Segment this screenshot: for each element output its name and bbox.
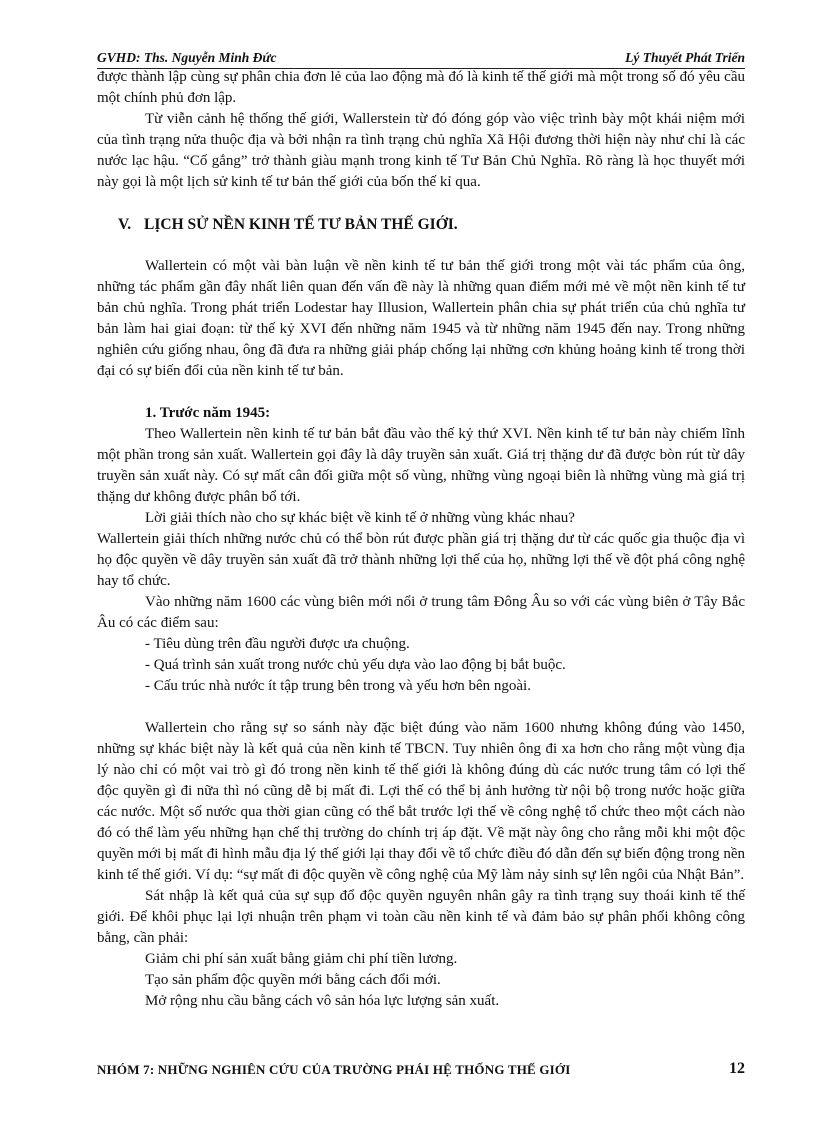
subsection-heading: 1. Trước năm 1945: — [145, 405, 271, 421]
section-heading — [97, 214, 745, 235]
paragraph: Từ viễn cảnh hệ thống thế giới, Wallerstein từ đó đóng góp vào việc trình bày một khái niệm mới của tình trạng nửa thuộc địa và bởi nhận ra tình trạng chủ nghĩa Xã Hội đương thời hiện này như chỉ là các nước lạc hậu. “Cố gắng” trở thành giàu mạnh trong kinh tế Tư Bản Chủ Nghĩa. Rõ ràng là học thuyết mới này gọi là một lịch sử kinh tế tư bản thế giới của bốn thế kỉ qua. — [97, 111, 745, 190]
paragraph: Wallertein cho rằng sự so sánh này đặc biệt đúng vào năm 1600 nhưng không đúng vào 1450, những sự khác biệt này là kết quả của nền kinh tế TBCN. Tuy nhiên ông đi xa hơn cho rằng một vùng địa lý nào chỉ có một vai trò gì đó trong nền kinh tế thế giới là không đúng dù các nước trung tâm có lợi thế độc quyền gì đi nữa thì nó cũng dễ bị mất đi. Lợi thế có thể bị ảnh hưởng từ nội bộ trong nước hoặc giữa các nước. Một số nước qua thời gian cũng có thể bắt trước lợi thế về công nghệ tổ chức theo một cách nào đó có thể làm yếu những hạn chế thị trường do chính trị áp đặt. Về mặt này ông cho rằng mỗi khi một độc quyền mới bị mất đi hình mẫu địa lý thế giới lại thay đổi về tổ chức điều đó dẫn đến sự biến động trong nền kinh tế thế giới. Ví dụ: “sự mất đi độc quyền về công nghệ của Mỹ làm nảy sinh sự lên ngôi của Nhật Bản”. — [97, 720, 745, 883]
page-number: 12 — [729, 1060, 745, 1077]
paragraph: Wallertein giải thích những nước chủ có thể bòn rút được phần giá trị thặng dư từ các quốc gia thuộc địa vì họ độc quyền về dây truyền sản xuất đã trở thành những lợi thế của họ, những lợi thế về đột phá công nghệ hay tổ chức. — [97, 531, 745, 589]
document-body — [97, 67, 745, 1012]
list-item: Mở rộng nhu cầu bằng cách vô sản hóa lực lượng sản xuất. — [145, 993, 500, 1009]
paragraph: Vào những năm 1600 các vùng biên mới nổi ở trung tâm Đông Âu so với các vùng biên ở Tây Bắc Âu có các điểm sau: — [97, 594, 745, 631]
footer-group-title: NHÓM 7: NHỮNG NGHIÊN CỨU CỦA TRƯỜNG PHÁI HỆ THỐNG THẾ GIỚI — [97, 1062, 571, 1077]
list-item: - Quá trình sản xuất trong nước chủ yếu dựa vào lao động bị bắt buộc. — [145, 657, 566, 673]
header-subject: Lý Thuyết Phát Triển — [625, 50, 745, 65]
paragraph: được thành lập cùng sự phân chia đơn lẻ của lao động mà đó là kinh tế thế giới mà một trong số đó yêu cầu một chính phủ đơn lập. — [97, 69, 745, 106]
section-title: LỊCH SỬ NỀN KINH TẾ TƯ BẢN THẾ GIỚI. — [144, 216, 458, 233]
paragraph: Lời giải thích nào cho sự khác biệt về kinh tế ở những vùng khác nhau? — [145, 510, 575, 526]
paragraph: Sát nhập là kết quả của sự sụp đổ độc quyền nguyên nhân gây ra tình trạng suy thoái kinh tế thế giới. Để khôi phục lại lợi nhuận trên phạm vi toàn cầu nền kinh tế và đảm bảo sự phân phối không công bằng, cần phải: — [97, 888, 745, 946]
list-item: - Cấu trúc nhà nước ít tập trung bên trong và yếu hơn bên ngoài. — [145, 678, 531, 694]
paragraph: Wallertein có một vài bàn luận về nền kinh tế tư bản thế giới trong một vài tác phẩm của ông, những tác phẩm gần đây nhất liên quan đến vấn đề này là những quan điểm mới mẻ về một nền kinh tế tư bản chủ nghĩa. Trong phát triển Lodestar hay Illusion, Wallertein phân chia sự phát triển của chủ nghĩa tư bản làm hai giai đoạn: từ thế kỷ XVI đến những năm 1945 và từ những năm 1945 đến nay. Trong những nghiên cứu giống nhau, ông đã đưa ra những giải pháp chống lại những cơn khủng hoảng kinh tế trong thời đại có sự biến đổi của nền kinh tế tư bản. — [97, 258, 745, 379]
list-item: - Tiêu dùng trên đầu người được ưa chuộng. — [145, 636, 410, 652]
section-number: V. — [118, 216, 132, 233]
header-instructor: GVHD: Ths. Nguyễn Minh Đức — [97, 50, 277, 65]
list-item: Tạo sản phẩm độc quyền mới bằng cách đổi mới. — [145, 972, 441, 988]
page-footer — [97, 1060, 745, 1082]
list-item: Giảm chi phí sản xuất bằng giảm chi phí tiền lương. — [145, 951, 458, 967]
paragraph: Theo Wallertein nền kinh tế tư bản bắt đầu vào thế kỷ thứ XVI. Nền kinh tế tư bản này chiếm lĩnh một phần trong sản xuất. Wallertein gọi đây là dây truyền sản xuất. Giá trị thặng dư đã được bòn rút từ dây truyền sản xuất này. Có sự mất cân đối giữa một số vùng, những vùng ngoại biên là những vùng mà giá trị thặng dư không được phân bổ tới. — [97, 426, 745, 505]
